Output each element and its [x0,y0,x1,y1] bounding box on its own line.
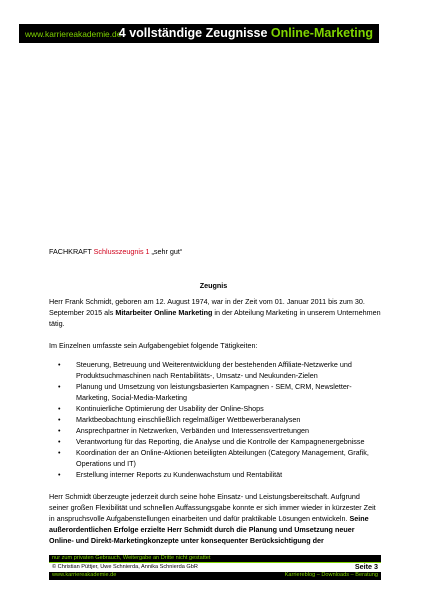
header-bar [19,24,379,43]
footer-notice: nur zum privaten Gebrauch, Weitergabe an Dritte nicht gestattet [52,555,211,561]
header-title-highlight: Online-Marketing [270,26,373,40]
list-item-text: Steuerung, Betreuung und Weiterentwicklung der bestehenden Affiliate-Netzwerke und Produktsuchmaschinen nach Rentabilitäts-, Umsatz- und Neukunden-Zielen [76,360,352,380]
bullet-icon: • [58,426,61,435]
header-title-prefix: 4 vollständige Zeugnisse [118,26,271,40]
closing-highlight: Seine außerordentlichen Erfolge erzielte Herr Schmidt durch die Planung und Umsetzung neuer Online- und Direkt-Marketingkonzepte unter konsequenter Berücksichtigung der [49,514,369,545]
header-url-link[interactable]: www.karriereakademie.de [25,29,122,39]
closing-paragraph [49,491,381,546]
intro-text-end: in der Abteilung Marketing in unserem Unternehmen tätig. [49,308,381,328]
list-item [49,425,381,436]
list-item [49,469,381,480]
list-item [49,414,381,425]
list-item [49,359,381,381]
bullet-icon: • [58,470,61,479]
list-item-text: Erstellung interner Reports zu Kundenwachstum und Rentabilität [76,470,283,479]
bullet-icon: • [58,404,61,413]
bullet-icon: • [58,360,61,369]
footer-copyright: © Christian Püttjer, Uwe Schnierda, Annika Schnierda GbR [52,564,198,570]
category-grade: „sehr gut“ [149,247,183,256]
bullet-icon: • [58,437,61,446]
list-item-text: Marktbeobachtung einschließlich regelmäßiger Wettbewerberanalysen [76,415,301,424]
footer-copyright-bar [49,562,381,572]
bullet-icon: • [58,415,61,424]
list-item [49,447,381,469]
list-item-text: Ansprechpartner in Netzwerken, Verbänden und Interessensvertretungen [76,426,309,435]
document-title: Zeugnis [199,281,228,290]
footer-links-bar [49,572,381,580]
list-item-text: Planung und Umsetzung von leistungsbasierten Kampagnen - SEM, CRM, Newsletter-Marketing, Social-Media-Marketing [76,382,352,402]
category-type: Schlusszeugnis 1 [93,247,150,256]
bullet-icon: • [58,382,61,391]
document-category [49,247,182,256]
list-item-text: Verantwortung für das Reporting, die Analyse und die Kontrolle der Kampagnenergebnisse [76,437,365,446]
tasks-list [49,359,381,480]
intro-job-title: Mitarbeiter Online Marketing [115,308,213,317]
footer-notice-bar [49,555,381,562]
footer-nav-links[interactable]: Karriereblog – Downloads – Beratung [284,572,378,578]
intro-paragraph [49,296,381,329]
intro-text-start: Herr Frank Schmidt, geboren am 12. August 1974, war in der Zeit vom 01. Januar 2011 bis zum 30. September 2015 als [49,297,365,317]
list-item-text: Kontinuierliche Optimierung der Usability der Online-Shops [76,404,264,413]
list-item-text: Koordination der an Online-Aktionen beteiligten Abteilungen (Category Management, Grafik, Operations und IT) [76,448,369,468]
page-number: Seite 3 [354,562,378,571]
list-item [49,403,381,414]
tasks-intro: Im Einzelnen umfasste sein Aufgabengebiet folgende Tätigkeiten: [49,341,258,350]
list-item [49,381,381,403]
closing-text: Herr Schmidt überzeugte jederzeit durch seine hohe Einsatz- und Leistungsbereitschaft. Aufgrund seiner großen Flexibilität und schnellen Auffassungsgabe konnte er sich immer wieder in kürzester Zeit in anspruchsvolle Aufgabenstellungen einarbeiten und dafür praktikable Lösungen entwickeln. [49,492,376,523]
bullet-icon: • [58,448,61,457]
footer-url-link[interactable]: www.karriereakademie.de [52,572,117,578]
list-item [49,436,381,447]
header-title [119,26,373,40]
category-label: FACHKRAFT [49,247,94,256]
